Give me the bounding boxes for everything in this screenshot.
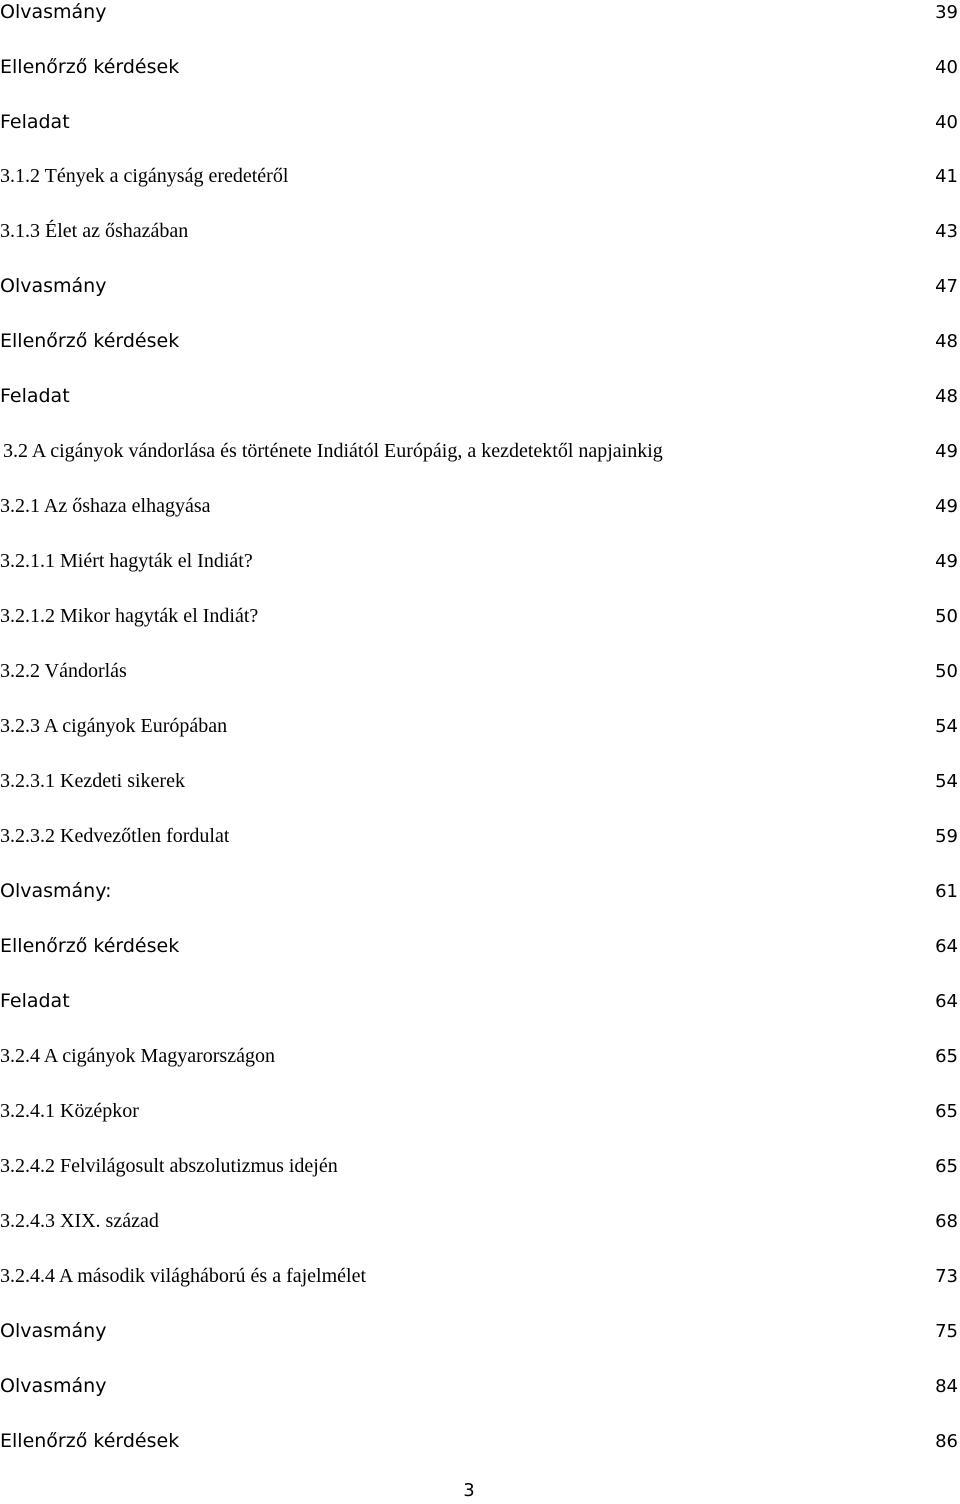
toc-entry-page: 49 <box>935 441 958 462</box>
toc-entry-label: 3.2.1.2 Mikor hagyták el Indiát? <box>0 605 259 627</box>
toc-entry-page: 49 <box>935 496 958 517</box>
toc-entry[interactable] <box>0 602 960 630</box>
toc-entry-label: 3.2.3.2 Kedvezőtlen fordulat <box>0 825 230 847</box>
toc-entry[interactable] <box>0 1372 960 1400</box>
toc-entry[interactable] <box>0 217 960 245</box>
toc-entry[interactable] <box>0 0 960 26</box>
toc-entry-page: 75 <box>935 1321 958 1342</box>
toc-entry[interactable] <box>0 1042 960 1070</box>
toc-entry-label: Olvasmány <box>0 1375 107 1397</box>
toc-entry[interactable] <box>0 1317 960 1345</box>
toc-entry-page: 73 <box>935 1266 958 1287</box>
toc-entry[interactable] <box>0 822 960 850</box>
toc-entry[interactable] <box>0 53 960 81</box>
toc-entry[interactable] <box>0 162 960 190</box>
toc-entry[interactable] <box>0 932 960 960</box>
toc-entry-page: 65 <box>935 1101 958 1122</box>
toc-entry-page: 48 <box>935 386 958 407</box>
toc-entry-label: 3.2.2 Vándorlás <box>0 660 127 682</box>
toc-entry[interactable] <box>0 1097 960 1125</box>
toc-entry-label: Feladat <box>0 990 70 1012</box>
toc-entry-page: 47 <box>935 276 958 297</box>
toc-entry-label: 3.1.3 Élet az őshazában <box>0 220 189 242</box>
toc-entry-page: 54 <box>935 716 958 737</box>
toc-entry[interactable] <box>0 547 960 575</box>
toc-entry-label: 3.2.4.2 Felvilágosult abszolutizmus idején <box>0 1155 338 1177</box>
toc-entry-page: 41 <box>935 166 958 187</box>
toc-entry-page: 68 <box>935 1211 958 1232</box>
toc-entry-page: 61 <box>935 881 958 902</box>
toc-entry-label: Ellenőrző kérdések <box>0 1430 180 1452</box>
toc-entry[interactable] <box>0 1207 960 1235</box>
toc-entry[interactable] <box>0 327 960 355</box>
toc-entry-page: 64 <box>935 936 958 957</box>
toc-entry-page: 40 <box>935 112 958 133</box>
toc-entry-page: 43 <box>935 221 958 242</box>
toc-entry[interactable] <box>0 437 960 465</box>
toc-entry[interactable] <box>0 272 960 300</box>
toc-entry-page: 54 <box>935 771 958 792</box>
toc-entry-label: 3.1.2 Tények a cigányság eredetéről <box>0 165 289 187</box>
toc-entry-label: 3.2.4.3 XIX. század <box>0 1210 159 1232</box>
toc-entry-page: 50 <box>935 606 958 627</box>
toc-entry-page: 65 <box>935 1046 958 1067</box>
toc-entry-label: Feladat <box>0 385 70 407</box>
toc-entry-label: Olvasmány <box>0 1320 107 1342</box>
toc-entry[interactable] <box>0 877 960 905</box>
toc-entry[interactable] <box>0 492 960 520</box>
toc-entry-page: 86 <box>935 1431 958 1452</box>
toc-entry[interactable] <box>0 657 960 685</box>
toc-entry-page: 50 <box>935 661 958 682</box>
toc-entry-label: Olvasmány <box>0 275 107 297</box>
page-number: 3 <box>463 1480 475 1501</box>
toc-entry-label: 3.2.4.1 Középkor <box>0 1100 139 1122</box>
toc-entry-page: 84 <box>935 1376 958 1397</box>
toc-entry-label: Feladat <box>0 111 70 133</box>
toc-entry-page: 49 <box>935 551 958 572</box>
toc-entry-label: Ellenőrző kérdések <box>0 330 180 352</box>
toc-entry-label: 3.2.1.1 Miért hagyták el Indiát? <box>0 550 253 572</box>
toc-entry[interactable] <box>0 767 960 795</box>
toc-entry[interactable] <box>0 108 960 136</box>
toc-entry[interactable] <box>0 1427 960 1455</box>
toc-entry-label: 3.2 A cigányok vándorlása és története Indiától Európáig, a kezdetektől napjainkig <box>3 440 663 462</box>
toc-entry[interactable] <box>0 712 960 740</box>
toc-entry[interactable] <box>0 1262 960 1290</box>
toc-entry-label: 3.2.3 A cigányok Európában <box>0 715 228 737</box>
toc-entry-page: 48 <box>935 331 958 352</box>
toc-entry-page: 64 <box>935 991 958 1012</box>
toc-entry-label: 3.2.3.1 Kezdeti sikerek <box>0 770 185 792</box>
toc-entry-page: 65 <box>935 1156 958 1177</box>
toc-entry-label: 3.2.1 Az őshaza elhagyása <box>0 495 211 517</box>
toc-entry-page: 40 <box>935 57 958 78</box>
toc-entry[interactable] <box>0 382 960 410</box>
toc-entry-page: 59 <box>935 826 958 847</box>
toc-entry-label: Ellenőrző kérdések <box>0 935 180 957</box>
toc-entry[interactable] <box>0 987 960 1015</box>
toc-entry-label: 3.2.4 A cigányok Magyarországon <box>0 1045 275 1067</box>
toc-entry-label: 3.2.4.4 A második világháború és a fajelmélet <box>0 1265 367 1287</box>
toc-entry-label: Olvasmány <box>0 1 107 23</box>
toc-entry-label: Ellenőrző kérdések <box>0 56 180 78</box>
toc-entry[interactable] <box>0 1152 960 1180</box>
toc-entry-page: 39 <box>935 2 958 23</box>
toc-entry-label: Olvasmány: <box>0 880 112 902</box>
